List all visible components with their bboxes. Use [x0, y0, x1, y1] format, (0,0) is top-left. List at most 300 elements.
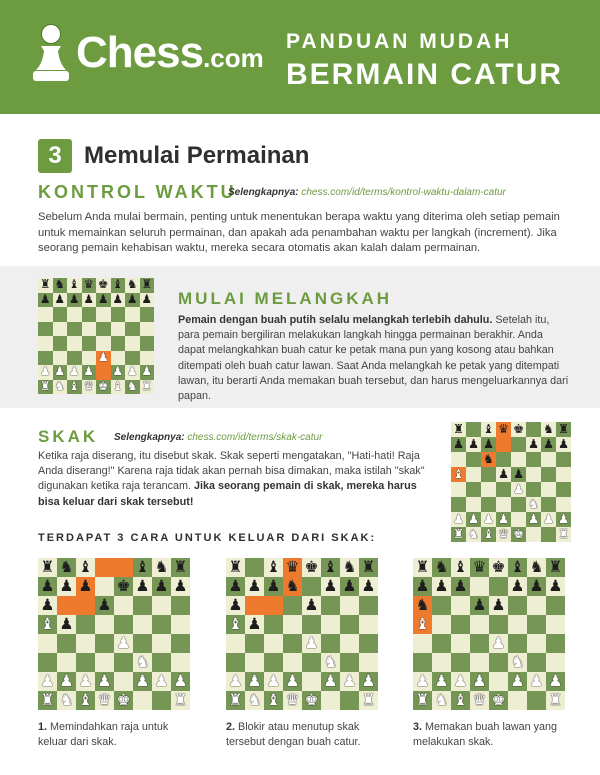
board-square: [140, 307, 155, 322]
white-pawn-icon: ♟: [510, 671, 525, 690]
board-square: [245, 615, 264, 634]
black-knight-icon: ♞: [285, 576, 300, 595]
board-square: [546, 558, 565, 577]
black-pawn-icon: ♟: [54, 291, 66, 306]
board-square: [53, 278, 68, 293]
black-knight-icon: ♞: [154, 557, 169, 576]
white-pawn-icon: ♟: [453, 671, 468, 690]
white-rook-icon: ♜: [415, 690, 430, 709]
board-square: [76, 577, 95, 596]
board-square: [359, 596, 378, 615]
white-pawn-icon: ♟: [415, 671, 430, 690]
board-square: [526, 527, 541, 542]
black-knight-icon: ♞: [434, 557, 449, 576]
black-queen-icon: ♛: [83, 277, 95, 292]
white-pawn-icon: ♟: [361, 671, 376, 690]
white-pawn-icon: ♟: [285, 671, 300, 690]
board-square: [340, 634, 359, 653]
board-square: [226, 577, 245, 596]
board-square: [38, 351, 53, 366]
black-rook-icon: ♜: [548, 557, 563, 576]
board-square: [511, 437, 526, 452]
white-queen-icon: ♛: [497, 527, 510, 542]
board-square: [511, 512, 526, 527]
board-square: [496, 437, 511, 452]
white-pawn-icon: ♟: [304, 633, 319, 652]
board-square: [481, 497, 496, 512]
board-square: [283, 577, 302, 596]
board-square: [546, 596, 565, 615]
white-pawn-icon: ♟: [557, 512, 570, 527]
board-square: [76, 672, 95, 691]
board-square: [111, 351, 126, 366]
board-square: [82, 380, 97, 395]
black-pawn-icon: ♟: [135, 576, 150, 595]
board-square: [526, 437, 541, 452]
board-square: [302, 691, 321, 710]
white-king-icon: ♚: [512, 527, 525, 542]
white-pawn-icon: ♟: [452, 512, 465, 527]
board-square: [67, 380, 82, 395]
board-square: [125, 351, 140, 366]
black-pawn-icon: ♟: [59, 614, 74, 633]
black-bishop-icon: ♝: [135, 557, 150, 576]
white-king-icon: ♚: [304, 690, 319, 709]
board-square: [302, 596, 321, 615]
kontrol-waktu-heading: KONTROL WAKTU: [38, 182, 237, 202]
white-pawn-icon: ♟: [126, 364, 138, 379]
black-king-icon: ♚: [97, 277, 109, 292]
board-square: [432, 634, 451, 653]
board-square: [57, 596, 76, 615]
board-square: [38, 691, 57, 710]
board-square: [264, 596, 283, 615]
board-square: [57, 615, 76, 634]
board-square: [321, 577, 340, 596]
board-square: [95, 558, 114, 577]
board-square: [481, 527, 496, 542]
skak-link-line: [114, 432, 322, 443]
board-square: [451, 482, 466, 497]
black-pawn-icon: ♟: [97, 595, 112, 614]
board-square: [245, 577, 264, 596]
board-square: [226, 596, 245, 615]
board-square: [413, 596, 432, 615]
kontrol-waktu-link[interactable]: chess.com/id/terms/kontrol-waktu-dalam-catur: [301, 187, 506, 198]
board-square: [76, 634, 95, 653]
board-square: [541, 527, 556, 542]
board-square: [111, 293, 126, 308]
board-square: [226, 691, 245, 710]
board-square: [546, 615, 565, 634]
board-square: [481, 467, 496, 482]
black-rook-icon: ♜: [452, 422, 465, 437]
board-square: [508, 672, 527, 691]
black-pawn-icon: ♟: [247, 614, 262, 633]
board-square: [140, 380, 155, 395]
board-square: [451, 527, 466, 542]
white-bishop-icon: ♝: [482, 527, 495, 542]
black-bishop-icon: ♝: [510, 557, 525, 576]
board-square: [359, 577, 378, 596]
skak-body: [38, 449, 432, 510]
board-square: [38, 615, 57, 634]
board-square: [245, 596, 264, 615]
board-square: [432, 577, 451, 596]
way3-caption: [413, 720, 573, 750]
board-square: [152, 558, 171, 577]
board-square: [470, 615, 489, 634]
board-square: [133, 615, 152, 634]
white-knight-icon: ♞: [527, 497, 540, 512]
white-king-icon: ♚: [97, 378, 109, 393]
board-square: [470, 653, 489, 672]
board-square: [226, 653, 245, 672]
white-pawn-icon: ♟: [78, 671, 93, 690]
black-bishop-icon: ♝: [482, 422, 495, 437]
white-pawn-icon: ♟: [529, 671, 544, 690]
white-bishop-icon: ♝: [452, 467, 465, 482]
board-square: [432, 691, 451, 710]
board-square: [111, 380, 126, 395]
black-queen-icon: ♛: [285, 557, 300, 576]
board-square: [526, 422, 541, 437]
black-bishop-icon: ♝: [266, 557, 281, 576]
board-square: [470, 672, 489, 691]
black-pawn-icon: ♟: [304, 595, 319, 614]
black-rook-icon: ♜: [141, 277, 153, 292]
board-square: [496, 512, 511, 527]
board-square: [95, 596, 114, 615]
board-square: [451, 497, 466, 512]
board-square: [451, 653, 470, 672]
white-queen-icon: ♛: [285, 690, 300, 709]
board-square: [432, 653, 451, 672]
white-pawn-icon: ♟: [68, 364, 80, 379]
board-square: [340, 577, 359, 596]
board-square: [171, 615, 190, 634]
board-square: [53, 307, 68, 322]
white-rook-icon: ♜: [548, 690, 563, 709]
board-square: [95, 653, 114, 672]
white-knight-icon: ♞: [59, 690, 74, 709]
white-pawn-icon: ♟: [154, 671, 169, 690]
board-square: [470, 634, 489, 653]
black-pawn-icon: ♟: [467, 437, 480, 452]
board-square: [496, 422, 511, 437]
board-square: [359, 558, 378, 577]
board-square: [57, 653, 76, 672]
white-pawn-icon: ♟: [512, 482, 525, 497]
black-pawn-icon: ♟: [40, 576, 55, 595]
black-rook-icon: ♜: [40, 557, 55, 576]
black-pawn-icon: ♟: [557, 437, 570, 452]
black-bishop-icon: ♝: [323, 557, 338, 576]
board-square: [171, 672, 190, 691]
board-square: [359, 691, 378, 710]
ways-heading: TERDAPAT 3 CARA UNTUK KELUAR DARI SKAK:: [38, 532, 377, 544]
black-king-icon: ♚: [304, 557, 319, 576]
black-pawn-icon: ♟: [512, 467, 525, 482]
chesscom-logo[interactable]: [30, 20, 264, 90]
board-square: [226, 615, 245, 634]
board-square: [527, 558, 546, 577]
white-bishop-icon: ♝: [68, 378, 80, 393]
board-square: [96, 336, 111, 351]
board-square: [53, 336, 68, 351]
black-queen-icon: ♛: [472, 557, 487, 576]
mulai-bold-text: Pemain dengan buah putih selalu melangkah terlebih dahulu.: [178, 314, 493, 326]
board-square: [76, 558, 95, 577]
board-square: [53, 322, 68, 337]
white-bishop-icon: ♝: [415, 614, 430, 633]
board-square: [541, 512, 556, 527]
board-square: [496, 452, 511, 467]
board-square: [53, 351, 68, 366]
board-square: [511, 422, 526, 437]
mulai-chessboard: [38, 278, 154, 394]
black-pawn-icon: ♟: [228, 576, 243, 595]
board-square: [451, 634, 470, 653]
black-pawn-icon: ♟: [112, 291, 124, 306]
board-square: [302, 558, 321, 577]
board-square: [114, 653, 133, 672]
board-square: [527, 615, 546, 634]
board-square: [82, 336, 97, 351]
board-square: [226, 634, 245, 653]
board-square: [67, 307, 82, 322]
board-square: [140, 278, 155, 293]
board-square: [57, 558, 76, 577]
board-square: [527, 653, 546, 672]
board-square: [125, 380, 140, 395]
board-square: [82, 365, 97, 380]
board-square: [57, 691, 76, 710]
white-rook-icon: ♜: [141, 378, 153, 393]
white-pawn-icon: ♟: [548, 671, 563, 690]
board-square: [546, 672, 565, 691]
board-square: [432, 558, 451, 577]
black-pawn-icon: ♟: [361, 576, 376, 595]
white-pawn-icon: ♟: [59, 671, 74, 690]
way3-text: Memakan buah lawan yang melakukan skak.: [413, 721, 558, 748]
board-square: [38, 307, 53, 322]
skak-text: Ketika raja diserang, itu disebut skak. Skak seperti mengatakan, "Hati-hati! Raja Anda diserang!" Karena raja tidak akan pernah bisa dimakan, maka istilah "skak" digunakan ketika raja terancam.: [38, 450, 425, 493]
board-square: [527, 634, 546, 653]
board-square: [114, 558, 133, 577]
board-square: [67, 351, 82, 366]
board-square: [140, 293, 155, 308]
kontrol-link-label: Selengkapnya:: [228, 187, 299, 198]
skak-link[interactable]: chess.com/id/terms/skak-catur: [187, 432, 323, 443]
board-square: [466, 437, 481, 452]
board-square: [451, 577, 470, 596]
black-pawn-icon: ♟: [452, 437, 465, 452]
pawn-logo-icon: [30, 22, 72, 84]
board-square: [302, 615, 321, 634]
white-pawn-icon: ♟: [491, 633, 506, 652]
white-bishop-icon: ♝: [40, 614, 55, 633]
kontrol-waktu-body: Sebelum Anda mulai bermain, penting untuk menentukan berapa waktu yang diterima oleh setiap pemain untuk memainkan seluruh permainan, dan apakah ada penambahan waktu per langkah (increment). Jika seorang pemain kehabisan waktu, mereka secara otomatis akan kalah dalam permainan.: [38, 211, 560, 254]
board-square: [38, 380, 53, 395]
board-square: [527, 672, 546, 691]
board-square: [76, 691, 95, 710]
board-square: [152, 634, 171, 653]
white-knight-icon: ♞: [135, 652, 150, 671]
board-square: [283, 634, 302, 653]
black-pawn-icon: ♟: [342, 576, 357, 595]
black-pawn-icon: ♟: [247, 576, 262, 595]
black-knight-icon: ♞: [529, 557, 544, 576]
board-square: [133, 577, 152, 596]
board-square: [508, 577, 527, 596]
white-pawn-icon: ♟: [39, 364, 51, 379]
header-title: BERMAIN CATUR: [286, 58, 564, 91]
black-pawn-icon: ♟: [39, 291, 51, 306]
black-king-icon: ♚: [512, 422, 525, 437]
board-square: [451, 691, 470, 710]
board-square: [245, 691, 264, 710]
logo-suffix: .com: [203, 43, 264, 73]
skak-bold-text: Jika seorang pemain di skak, mereka harus bisa keluar dari skak tersebut!: [38, 480, 417, 508]
logo-wordmark: [76, 28, 264, 78]
white-pawn-icon: ♟: [173, 671, 188, 690]
white-rook-icon: ♜: [39, 378, 51, 393]
board-square: [481, 422, 496, 437]
board-square: [489, 672, 508, 691]
board-square: [140, 336, 155, 351]
white-bishop-icon: ♝: [78, 690, 93, 709]
board-square: [451, 467, 466, 482]
black-pawn-icon: ♟: [228, 595, 243, 614]
white-bishop-icon: ♝: [112, 378, 124, 393]
board-square: [96, 307, 111, 322]
board-square: [283, 672, 302, 691]
way2-chessboard: [226, 558, 378, 710]
board-square: [82, 278, 97, 293]
board-square: [546, 577, 565, 596]
board-square: [38, 634, 57, 653]
black-pawn-icon: ♟: [510, 576, 525, 595]
board-square: [171, 577, 190, 596]
board-square: [466, 527, 481, 542]
board-square: [283, 596, 302, 615]
black-king-icon: ♚: [116, 576, 131, 595]
black-knight-icon: ♞: [415, 595, 430, 614]
board-square: [133, 653, 152, 672]
white-rook-icon: ♜: [173, 690, 188, 709]
black-pawn-icon: ♟: [497, 467, 510, 482]
kontrol-waktu-link-line: [228, 187, 506, 198]
black-knight-icon: ♞: [59, 557, 74, 576]
board-square: [321, 596, 340, 615]
board-square: [95, 615, 114, 634]
board-square: [114, 615, 133, 634]
board-square: [466, 482, 481, 497]
board-square: [466, 512, 481, 527]
board-square: [451, 422, 466, 437]
board-square: [466, 467, 481, 482]
way3-chessboard: [413, 558, 565, 710]
board-square: [546, 653, 565, 672]
board-square: [133, 596, 152, 615]
mulai-melangkah-body: [178, 313, 570, 404]
board-square: [111, 307, 126, 322]
black-bishop-icon: ♝: [78, 557, 93, 576]
board-square: [413, 634, 432, 653]
board-square: [541, 467, 556, 482]
board-square: [359, 634, 378, 653]
board-square: [541, 482, 556, 497]
board-square: [432, 615, 451, 634]
board-square: [413, 558, 432, 577]
board-square: [546, 691, 565, 710]
board-square: [111, 278, 126, 293]
board-square: [125, 307, 140, 322]
board-square: [359, 653, 378, 672]
board-square: [171, 634, 190, 653]
board-square: [264, 615, 283, 634]
board-square: [133, 691, 152, 710]
board-square: [526, 452, 541, 467]
way2-caption: [226, 720, 386, 750]
board-square: [527, 691, 546, 710]
board-square: [53, 380, 68, 395]
board-square: [152, 577, 171, 596]
board-square: [264, 634, 283, 653]
white-rook-icon: ♜: [452, 527, 465, 542]
board-square: [526, 512, 541, 527]
black-pawn-icon: ♟: [323, 576, 338, 595]
black-pawn-icon: ♟: [472, 595, 487, 614]
board-square: [95, 577, 114, 596]
board-square: [82, 322, 97, 337]
board-square: [264, 558, 283, 577]
skak-heading: SKAK: [38, 427, 99, 446]
board-square: [38, 293, 53, 308]
black-king-icon: ♚: [491, 557, 506, 576]
way1-caption: [38, 720, 198, 750]
board-square: [53, 365, 68, 380]
board-square: [38, 365, 53, 380]
step-number-badge: 3: [38, 139, 72, 173]
board-square: [171, 596, 190, 615]
board-square: [556, 497, 571, 512]
black-pawn-icon: ♟: [141, 291, 153, 306]
skak-chessboard: [451, 422, 571, 542]
board-square: [451, 512, 466, 527]
way1-chessboard: [38, 558, 190, 710]
board-square: [451, 596, 470, 615]
board-square: [96, 322, 111, 337]
white-pawn-icon: ♟: [116, 633, 131, 652]
white-rook-icon: ♜: [228, 690, 243, 709]
board-square: [496, 482, 511, 497]
board-square: [264, 577, 283, 596]
white-pawn-icon: ♟: [247, 671, 262, 690]
black-pawn-icon: ♟: [542, 437, 555, 452]
board-square: [321, 672, 340, 691]
board-square: [283, 558, 302, 577]
board-square: [413, 653, 432, 672]
board-square: [111, 365, 126, 380]
board-square: [302, 672, 321, 691]
board-square: [111, 322, 126, 337]
white-pawn-icon: ♟: [434, 671, 449, 690]
board-square: [114, 577, 133, 596]
board-square: [511, 482, 526, 497]
board-square: [340, 691, 359, 710]
